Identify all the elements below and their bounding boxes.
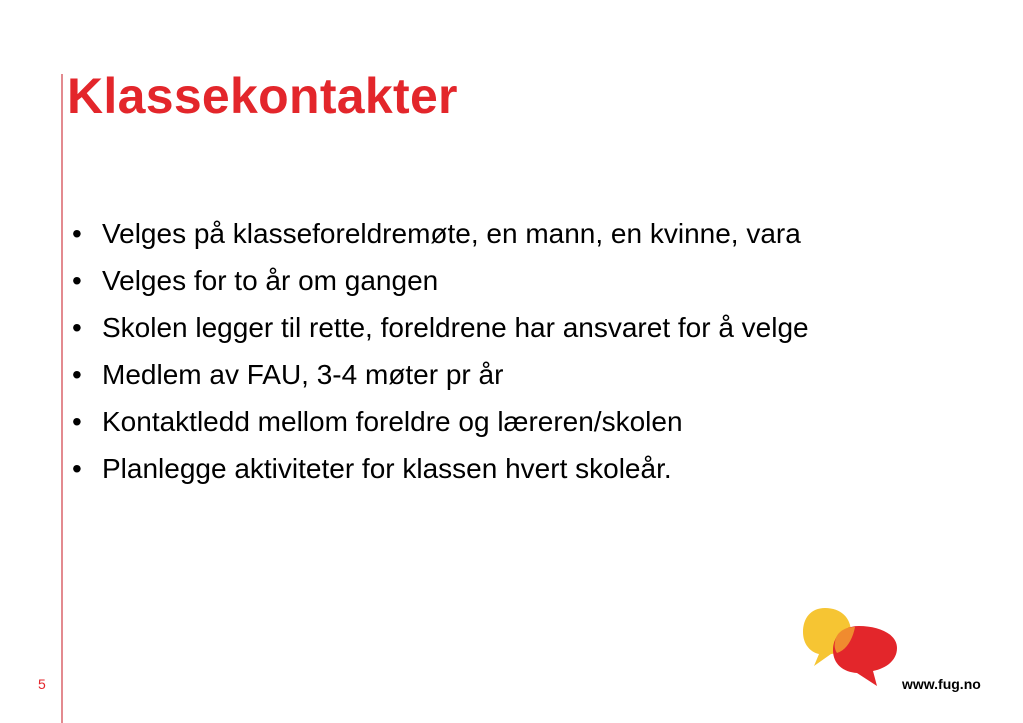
footer-url: www.fug.no (902, 676, 981, 692)
bullet-text: Medlem av FAU, 3-4 møter pr år (102, 359, 504, 390)
bullet-item (72, 404, 902, 440)
bullet-item (72, 216, 902, 252)
bullet-item (72, 310, 902, 346)
vertical-divider-line (61, 74, 63, 723)
bullet-list (72, 216, 902, 498)
bullet-text: Velges på klasseforeldremøte, en mann, en kvinne, vara (102, 218, 801, 249)
bullet-marker: • (72, 453, 82, 484)
bullet-marker: • (72, 218, 82, 249)
bullet-marker: • (72, 359, 82, 390)
bullet-marker: • (72, 312, 82, 343)
slide-title: Klassekontakter (67, 68, 458, 124)
page-number: 5 (38, 676, 46, 692)
bullet-text: Kontaktledd mellom foreldre og læreren/skolen (102, 406, 683, 437)
bullet-item (72, 451, 902, 487)
bullet-text: Skolen legger til rette, foreldrene har ansvaret for å velge (102, 312, 809, 343)
bullet-item (72, 357, 902, 393)
bullet-item (72, 263, 902, 299)
speech-bubbles-logo-icon (803, 606, 903, 692)
bullet-marker: • (72, 265, 82, 296)
bullet-text: Planlegge aktiviteter for klassen hvert skoleår. (102, 453, 672, 484)
bullet-text: Velges for to år om gangen (102, 265, 439, 296)
bullet-marker: • (72, 406, 82, 437)
